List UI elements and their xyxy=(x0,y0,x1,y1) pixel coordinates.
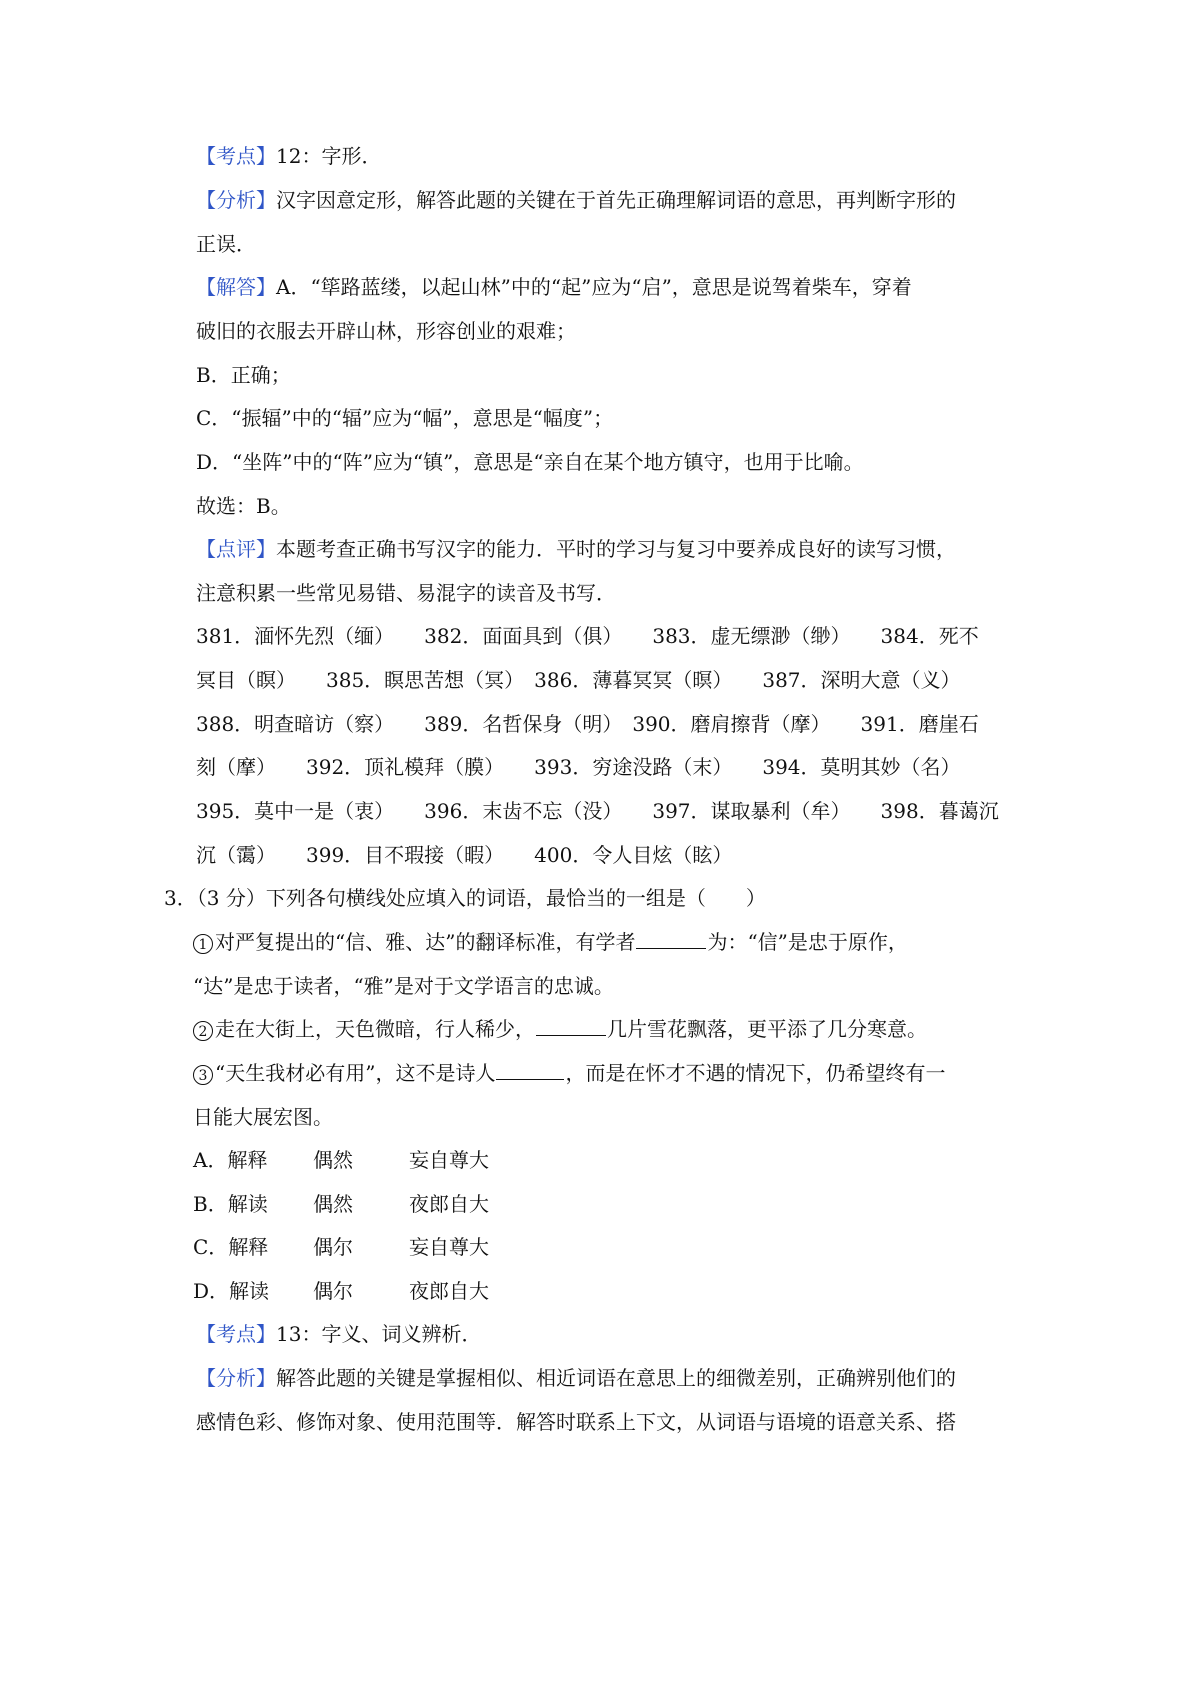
option-c-first xyxy=(193,1233,268,1261)
kaodian-text-2: 13：字义、词义辨析． xyxy=(276,1322,482,1346)
sentence-3-line-1 xyxy=(193,1059,945,1087)
circled-number-1: 1 xyxy=(193,934,213,954)
jieda-tag: 【解答】 xyxy=(196,275,276,299)
option-d-label: D． xyxy=(193,1279,230,1303)
fenxi-text-2-1: 解答此题的关键是掌握相似、相近词语在意思上的细微差别，正确辨别他们的 xyxy=(276,1366,956,1390)
option-a-label: A． xyxy=(193,1148,228,1172)
option-d-word-1: 解读 xyxy=(229,1279,270,1303)
option-d-word-2: 偶尔 xyxy=(313,1279,353,1303)
sentence-2-part-2: 几片雪花飘落，更平添了几分寒意。 xyxy=(607,1017,927,1041)
option-c-label: C． xyxy=(193,1235,229,1259)
jieda-option-d: D．“坐阵”中的“阵”应为“镇”，意思是“亲自在某个地方镇守，也用于比喻。 xyxy=(196,450,864,474)
option-b-word-1: 解读 xyxy=(227,1192,268,1216)
kaodian-line xyxy=(196,142,381,170)
sentence-1-part-2: 为：“信”是忠于原作， xyxy=(707,930,908,954)
kaodian-tag: 【考点】 xyxy=(196,144,276,168)
dianping-tag: 【点评】 xyxy=(196,537,276,561)
sentence-2-line-1 xyxy=(193,1015,927,1043)
option-a xyxy=(193,1146,613,1174)
option-b xyxy=(193,1190,613,1218)
word-list-row-1: 381．湎怀先烈（缅） 382．面面具到（俱） 383．虚无缥渺（缈） 384．死不 xyxy=(196,624,979,648)
word-list-row-4: 刻（摩） 392．顶礼模拜（膜） 393．穷途没路（末） 394．莫明其妙（名） xyxy=(196,755,961,779)
option-a-word-3: 妄自尊大 xyxy=(409,1148,489,1172)
option-a-first xyxy=(193,1146,267,1174)
option-d-word-3: 夜郎自大 xyxy=(409,1279,489,1303)
question-stem-text: （3 分）下列各句横线处应填入的词语，最恰当的一组是（ ） xyxy=(196,886,766,910)
sentence-2-part-1: 走在大街上，天色微暗，行人稀少， xyxy=(215,1017,535,1041)
blank-3 xyxy=(496,1059,564,1080)
option-d xyxy=(193,1277,613,1305)
fenxi-text-1: 汉字因意定形，解答此题的关键在于首先正确理解词语的意思，再判断字形的 xyxy=(276,188,956,212)
option-b-label: B． xyxy=(193,1192,228,1216)
blank-2 xyxy=(536,1015,606,1036)
word-list-row-2: 冥目（瞑） 385．瞑思苦想（冥） 386．薄暮冥冥（暝） 387．深明大意（义） xyxy=(196,668,961,692)
sentence-3-line-2: 日能大展宏图。 xyxy=(193,1105,333,1129)
jieda-option-c: C．“振辐”中的“辐”应为“幅”，意思是“幅度”； xyxy=(196,406,614,430)
jieda-line-2: 破旧的衣服去开辟山林，形容创业的艰难； xyxy=(196,319,576,343)
option-b-word-3: 夜郎自大 xyxy=(409,1192,489,1216)
dianping-line-2: 注意积累一些常见易错、易混字的读音及书写． xyxy=(196,581,616,605)
sentence-1-line-1 xyxy=(193,928,908,956)
sentence-3-part-2: ，而是在怀才不遇的情况下，仍希望终有一 xyxy=(565,1061,946,1085)
fenxi-tag: 【分析】 xyxy=(196,188,276,212)
word-list-row-5: 395．莫中一是（衷） 396．末齿不忘（没） 397．谋取暴利（牟） 398．暮蔼沉 xyxy=(196,799,999,823)
jieda-text-1: A．“筚路蓝缕，以起山林”中的“起”应为“启”，意思是说驾着柴车，穿着 xyxy=(276,275,912,299)
kaodian-line-2 xyxy=(196,1320,481,1348)
fenxi-line-2-1 xyxy=(196,1364,956,1392)
jieda-line-1 xyxy=(196,273,912,301)
kaodian-tag-2: 【考点】 xyxy=(196,1322,276,1346)
word-list-row-3: 388．明查暗访（察） 389．名哲保身（明） 390．磨肩擦背（摩） 391．磨崖石 xyxy=(196,712,979,736)
sentence-1-line-2: “达”是忠于读者，“雅”是对于文学语言的忠诚。 xyxy=(193,974,614,998)
fenxi-line-1 xyxy=(196,186,956,214)
guxuan-line: 故选：B。 xyxy=(196,494,291,518)
option-c-word-3: 妄自尊大 xyxy=(409,1235,489,1259)
question-number: 3． xyxy=(164,886,197,910)
option-c-word-2: 偶尔 xyxy=(313,1235,353,1259)
fenxi-tag-2: 【分析】 xyxy=(196,1366,276,1390)
jieda-option-b: B．正确； xyxy=(196,363,291,387)
question-3-stem xyxy=(164,884,766,912)
option-d-first xyxy=(193,1277,269,1305)
word-list-row-6: 沉（霭） 399．目不瑕接（暇） 400．令人目炫（眩） xyxy=(196,843,733,867)
blank-1 xyxy=(636,928,706,949)
circled-number-2: 2 xyxy=(193,1021,213,1041)
fenxi-line-2-2: 感情色彩、修饰对象、使用范围等．解答时联系上下文，从词语与语境的语意关系、搭 xyxy=(196,1410,956,1434)
fenxi-line-2: 正误． xyxy=(196,232,256,256)
option-b-word-2: 偶然 xyxy=(313,1192,353,1216)
option-a-word-2: 偶然 xyxy=(313,1148,353,1172)
dianping-line-1 xyxy=(196,535,956,563)
dianping-text-1: 本题考查正确书写汉字的能力．平时的学习与复习中要养成良好的读写习惯， xyxy=(276,537,956,561)
sentence-1-part-1: 对严复提出的“信、雅、达”的翻译标准，有学者 xyxy=(215,930,636,954)
sentence-3-part-1: “天生我材必有用”，这不是诗人 xyxy=(215,1061,496,1085)
option-b-first xyxy=(193,1190,268,1218)
kaodian-text: 12：字形． xyxy=(276,144,382,168)
circled-number-3: 3 xyxy=(193,1065,213,1085)
option-c xyxy=(193,1233,613,1261)
option-a-word-1: 解释 xyxy=(227,1148,268,1172)
option-c-word-1: 解释 xyxy=(228,1235,269,1259)
